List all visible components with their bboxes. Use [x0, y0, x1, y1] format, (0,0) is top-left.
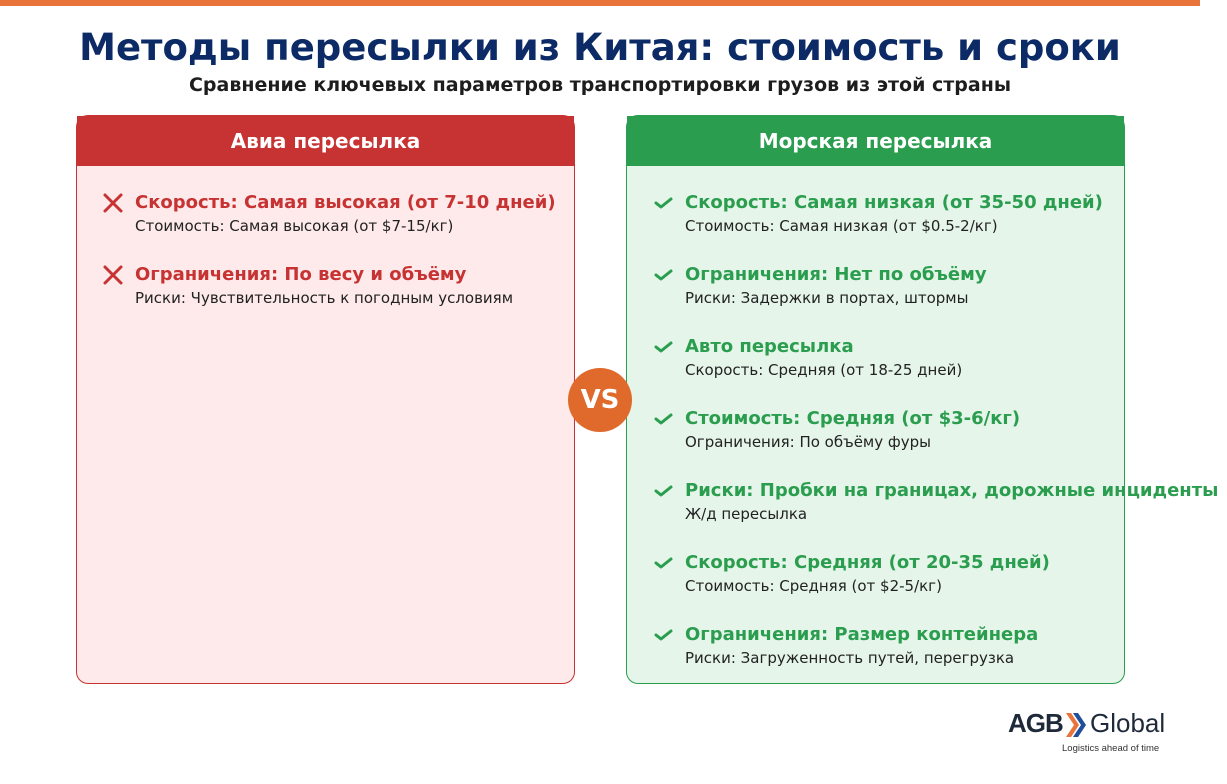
sea-shipping-card [626, 115, 1219, 684]
check-icon [651, 479, 675, 503]
logo-brand: AGB [1008, 708, 1063, 738]
logo-tagline: Logistics ahead of time [1062, 743, 1160, 754]
check-icon [651, 407, 675, 431]
sea-item-desc: Ограничения: По объёму фуры [685, 433, 931, 451]
sea-item-title: Стоимость: Средняя (от $3-6/кг) [685, 408, 1021, 429]
page-title: Методы пересылки из Китая: стоимость и сроки [79, 26, 1121, 69]
chevrons-icon [1064, 710, 1088, 740]
page-subtitle: Сравнение ключевых параметров транспортировки грузов из этой страны [188, 74, 1012, 96]
sea-item-title: Скорость: Самая низкая (от 35-50 дней) [685, 192, 1103, 213]
logo-brand-secondary: Global [1090, 708, 1166, 738]
air-shipping-card [76, 115, 575, 684]
sea-card-heading: Морская пересылка [627, 116, 1124, 166]
check-icon [651, 191, 675, 215]
cross-icon [101, 191, 125, 215]
sea-item-title: Скорость: Средняя (от 20-35 дней) [685, 552, 1050, 573]
check-icon [651, 623, 675, 647]
air-item-desc: Стоимость: Самая высокая (от $7-15/кг) [135, 217, 454, 235]
air-card-heading: Авиа пересылка [77, 116, 574, 166]
sea-item-title: Ограничения: Размер контейнера [685, 624, 1039, 645]
check-icon [651, 335, 675, 359]
sea-item-title: Риски: Пробки на границах, дорожные инциденты [685, 480, 1219, 501]
air-item-title: Скорость: Самая высокая (от 7-10 дней) [135, 192, 556, 213]
sea-item-desc: Риски: Загруженность путей, перегрузка [685, 649, 1015, 667]
sea-item-desc: Ж/д пересылка [685, 505, 808, 523]
sea-item-desc: Риски: Задержки в портах, штормы [685, 289, 969, 307]
check-icon [651, 551, 675, 575]
check-icon [651, 263, 675, 287]
sea-item-title: Ограничения: Нет по объёму [685, 264, 987, 285]
top-accent-bar [0, 0, 1200, 6]
vs-badge: VS [568, 368, 632, 432]
air-item-title: Ограничения: По весу и объёму [135, 264, 467, 285]
sea-item-desc: Стоимость: Средняя (от $2-5/кг) [685, 577, 942, 595]
sea-item-desc: Скорость: Средняя (от 18-25 дней) [685, 361, 963, 379]
agb-global-logo [1008, 706, 1178, 756]
sea-item-title: Авто пересылка [685, 336, 854, 357]
air-item-desc: Риски: Чувствительность к погодным условиям [135, 289, 514, 307]
sea-item-desc: Стоимость: Самая низкая (от $0.5-2/кг) [685, 217, 998, 235]
cross-icon [101, 263, 125, 287]
